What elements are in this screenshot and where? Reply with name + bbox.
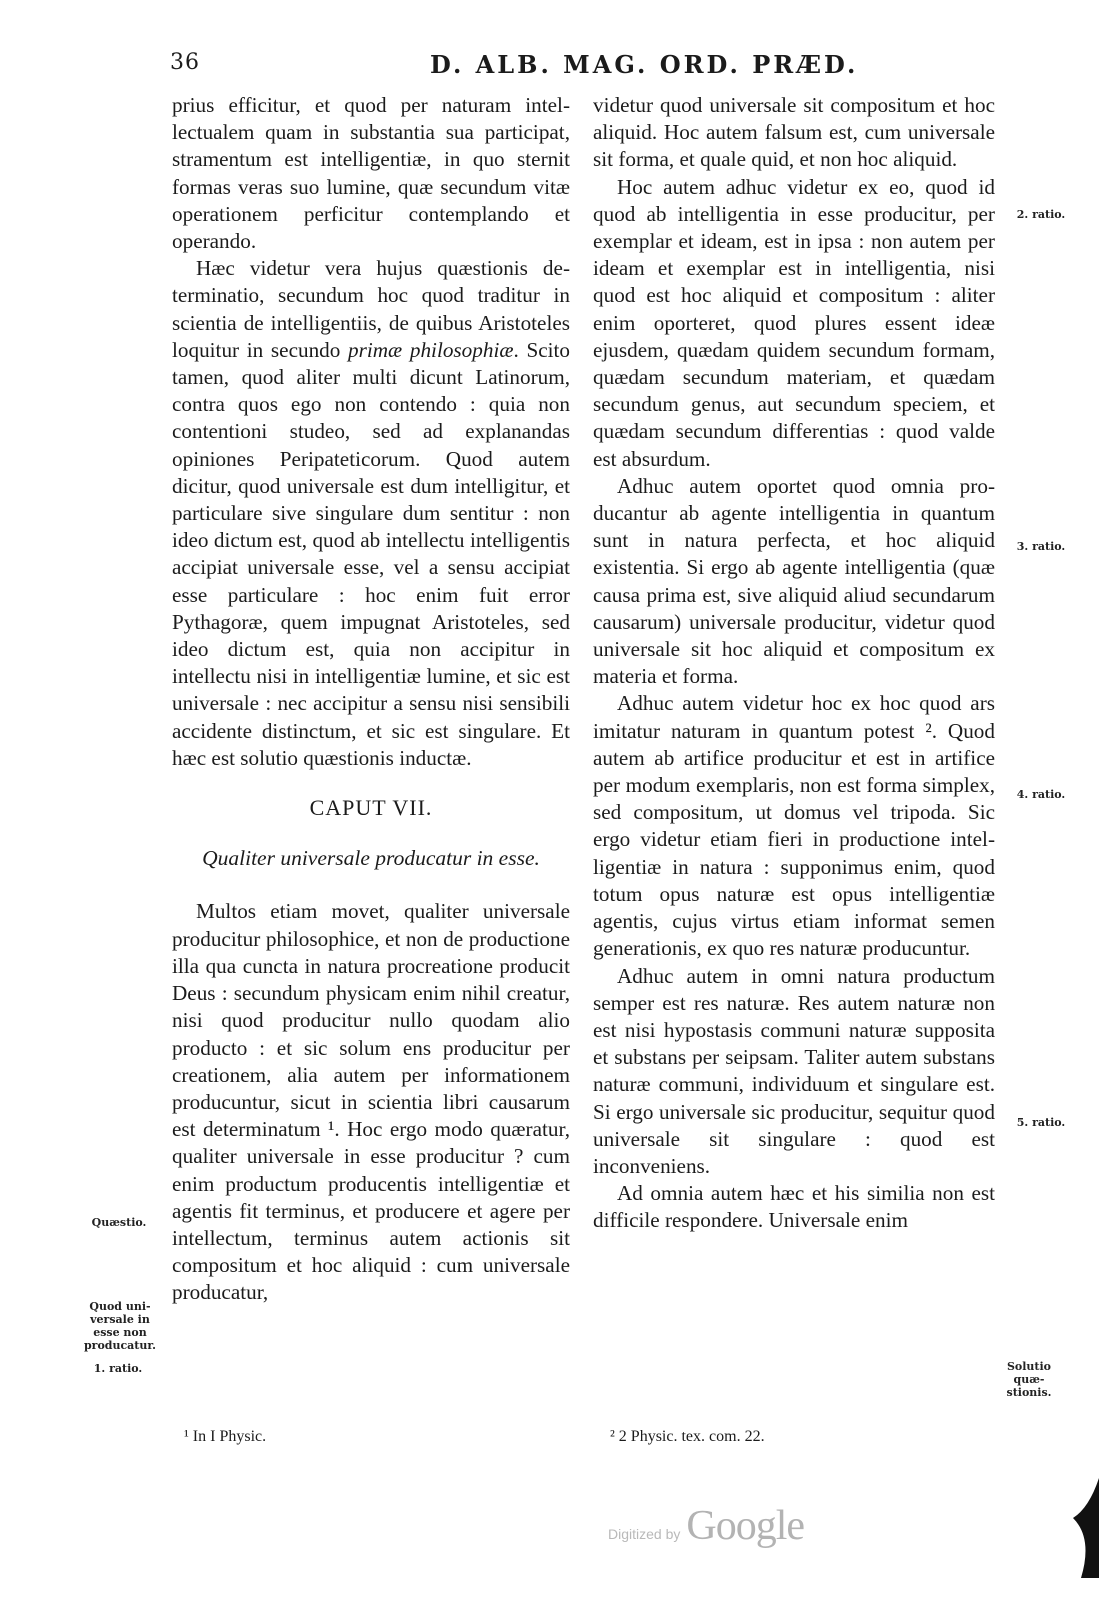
chapter-subtitle: Qualiter universale producatur in esse. [202, 846, 540, 871]
google-logo: Google [686, 1503, 805, 1549]
left-column [172, 92, 570, 1307]
paragraph: Adhuc autem oportet quod omnia producantur ab agente intelligentia in quantum sunt in natura perfecta, et hoc aliquid existentia. Si ergo ab agente intelligentia (quæ causa prima est, sive aliquid aliud secundarum causarum) universale producitur, videtur quod universale sit hoc aliquid et compositum ex materia et forma. [593, 473, 995, 689]
paragraph: Adhuc autem in omni natura productum semper est res naturæ. Res autem naturæ non est nisi hypostasis communi naturæ supposita et substans per seipsam. Taliter autem substans naturæ communi, individuum et singulare est. Si ergo universale sic producitur, sequitur quod universale sit singulare : quod est inconveniens. [593, 963, 995, 1178]
footnote-left: ¹ In I Physic. [184, 1428, 267, 1445]
margin-note-ratio-1: 1. ratio. [93, 1362, 143, 1375]
page-header [170, 50, 1000, 80]
paragraph: Multos etiam movet, qualiter universale producitur philosophice, et non de productione illa qua cuncta in natura procreatione producit Deus : secundum physicam enim nihil creatur, nisi quod producitur nullo quodam alio producto : et sic solum ens producitur per creationem, alia autem per informationem producuntur, sicut in scientia libri causarum est determinatum ¹. Hoc ergo modo quæratur, qualiter universale in esse producitur ? cum enim productum producentis intelligentiæ et agentis fit terminus, et producere et agere per intellectum, terminus autem actionis sit compositum et hoc aliquid : cum universale producatur, [172, 899, 570, 1305]
margin-note-solutio: Solutio quæstionis. [1006, 1360, 1052, 1399]
page-edge-mark [1059, 1478, 1099, 1578]
margin-note-questio: Quæstio. [91, 1216, 147, 1229]
paragraph: Ad omnia autem hæc et his similia non est difficile respondere. Universale enim [593, 1181, 995, 1233]
paragraph: Adhuc autem videtur hoc ex hoc quod ars imitatur naturam in quantum potest ². Quod autem ab artifice producitur et est in artifice per modum exemplaris, non est forma simplex, sed compositum, ut domus vel tripoda. Sic ergo videtur etiam fieri in productione intelligentiæ in natura : supponimus enim, quod totum opus naturæ est opus intelligentiæ agentis, cujus virtus etiam informat semen generationis, ex quo res naturæ producuntur. [593, 691, 995, 961]
chapter-heading: CAPUT VII. [309, 795, 433, 821]
page-number: 36 [170, 50, 200, 75]
footnote-right: ² 2 Physic. tex. com. 22. [610, 1428, 765, 1445]
margin-note-ratio-4: 4. ratio. [1016, 788, 1066, 801]
paragraph: videtur quod universale sit compositum et hoc aliquid. Hoc autem falsum est, cum universale sit forma, et quale quid, et non hoc aliquid. [593, 93, 995, 172]
work-title: primæ philosophiæ [348, 337, 514, 362]
paragraph: prius efficitur, et quod per naturam intellectualem quam in substantia sua participat, stramentum est intelligentiæ, in quo sternit formas veras suo lumine, quæ secundum vitæ operationem perficitur contemplando et operando. [172, 93, 570, 254]
watermark-prefix: Digitized by [608, 1526, 681, 1542]
paragraph [172, 255, 570, 772]
margin-note-ratio-3: 3. ratio. [1016, 540, 1066, 553]
margin-note-quod-universale: Quod universale in esse non producatur. [83, 1300, 157, 1352]
paragraph: Hoc autem adhuc videtur ex eo, quod id quod ab intelligentia in esse producitur, per exemplar et ideam, est in ipsa : non autem per ideam et exemplar est in intelligentia, nisi quod est hoc aliquid et compositum : aliter enim oporteret, quod plures essent ideæ ejusdem, quædam quidem secundum formam, quædam secundum materiam, et quædam secundum genus, aut secundum speciem, et quædam secundum differentias : quod valde est absurdum. [593, 174, 995, 471]
margin-note-ratio-2: 2. ratio. [1016, 208, 1066, 221]
running-title: D. ALB. MAG. ORD. PRÆD. [430, 50, 859, 79]
digitized-watermark [608, 1502, 804, 1550]
footnotes [0, 1428, 1099, 1452]
paragraph-text: . Scito tamen, quod aliter multi dicunt Latinorum, contra quos ego non contendo : quia non contentioni studeo, sed ad explanandas opiniones Peripateticorum. Quod autem dicitur, quod universale est dum intelligitur, et particulare sive singulare dum sentitur : non ideo dictum est, quod ab intellectu intelligentis accipiat universale esse, vel a sensu accipiat esse particulare : hoc enim fuit error Pythagoræ, quem impugnat Aristoteles, sed ideo dictum est, quia non accipitur in intellectu nisi in intelligentiæ lumine, et sic est universale : nec accipitur a sensu nisi sensibili accidente distinctum, et sic est singulare. Et hæc est solutio quæstionis inductæ. [172, 337, 570, 770]
paragraph-text: Hæc videtur vera hujus quæstionis determinatio, secundum hoc quod traditur in scientia de intelligentiis, de quibus Aristoteles loquitur in secundo [172, 256, 570, 362]
right-column [593, 92, 995, 1235]
margin-note-ratio-5: 5. ratio. [1016, 1116, 1066, 1129]
